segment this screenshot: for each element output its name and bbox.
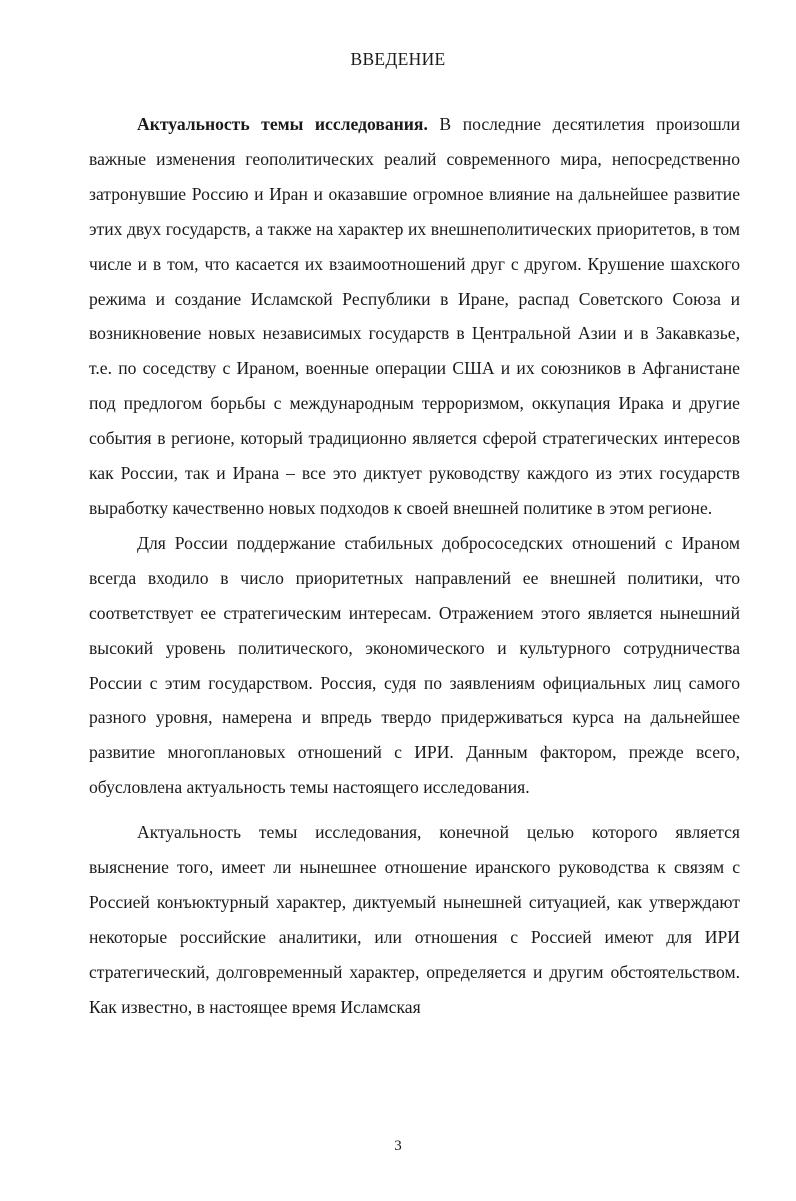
body-text [89,107,740,1025]
paragraph-2: Для России поддержание стабильных добрососедских отношений с Ираном всегда входило в число приоритетных направлений ее внешней политики, что соответствует ее стратегическим интересам. Отражением этого является нынешний высокий уровень политического, экономического и культурного сотрудничества России с этим государством. Россия, судя по заявлениям официальных лиц самого разного уровня, намерена и впредь твердо придерживаться курса на дальнейшее развитие многоплановых отношений с ИРИ. Данным фактором, прежде всего, обусловлена актуальность темы настоящего исследования. [89,532,740,798]
paragraph-text: В последние десятилетия произошли важные изменения геополитических реалий современного мира, непосредственно затронувшие Россию и Иран и оказавшие огромное влияние на дальнейшее развитие этих двух государств, а также на характер их внешнеполитических приоритетов, в том числе и в том, что касается их взаимоотношений друг с другом. Крушение шахского режима и создание Исламской Республики в Иране, распад Советского Союза и возникновение новых независимых государств в Центральной Азии и в Закавказье, т.е. по соседству с Ираном, военные операции США и их союзников в Афганистане под предлогом борьбы с международным терроризмом, оккупация Ирака и другие события в регионе, который традиционно является сферой стратегических интересов как России, так и Ирана – все это диктует руководству каждого из этих государств выработку качественно новых подходов к своей внешней политике в этом регионе. [89,114,740,518]
page-number: 3 [394,1138,402,1154]
paragraph-3: Актуальность темы исследования, конечной целью которого является выяснение того, имеет ли нынешнее отношение иранского руководства к связям с Россией конъюктурный характер, диктуемый нынешней ситуацией, как утверждают некоторые российские аналитики, или отношения с Россией имеют для ИРИ стратегический, долговременный характер, определяется и другим обстоятельством. Как известно, в настоящее время Исламская [89,822,740,1017]
page-title: ВВЕДЕНИЕ [350,49,446,69]
paragraph-1 [89,107,740,526]
paragraph-lead: Актуальность темы исследования. [137,114,428,134]
